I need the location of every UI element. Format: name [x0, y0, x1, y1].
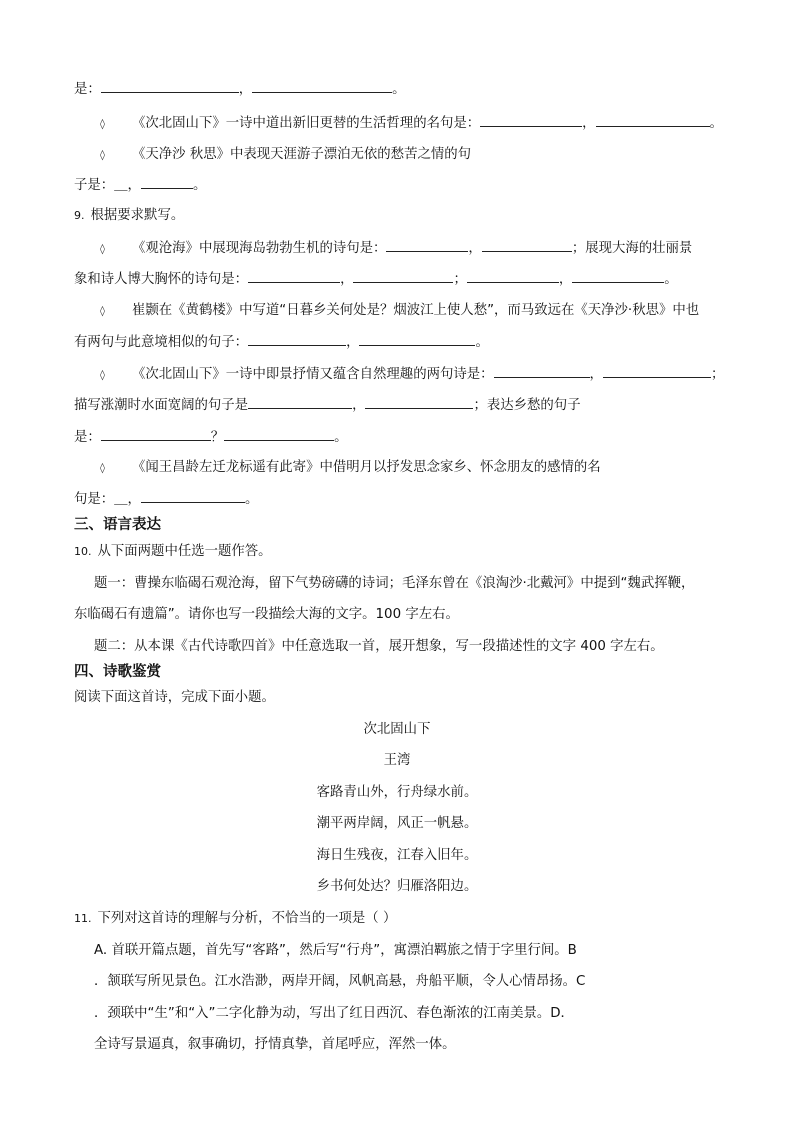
answer-blank[interactable] [480, 114, 582, 127]
line-text: 子是：＿， [74, 178, 141, 193]
fill-line: 象和诗人博大胸怀的诗句是： ， ； ， 。 [74, 272, 678, 287]
choice-line: ．颈联中“生”和“入”二字化静为动，写出了红日西沉、春色渐浓的江南美景。D． [94, 1006, 574, 1021]
line-text: 是： [74, 82, 101, 97]
answer-blank[interactable] [252, 80, 392, 93]
fill-line: ◊ 《观沧海》中展现海岛勃勃生机的诗句是： ， ；展现大海的壮丽景 [100, 239, 692, 259]
answer-blank[interactable] [596, 114, 710, 127]
choice-line: ．颔联写所见景色。江水浩渺，两岸开阔，风帆高悬，舟船平顺，令人心情昂扬。C [94, 974, 586, 989]
poem-title: 次北固山下 [363, 722, 431, 737]
fill-line: ◊ 《次北固山下》一诗中道出新旧更替的生活哲理的名句是： ， 。 [100, 114, 723, 134]
instruction-text: 阅读下面这首诗，完成下面小题。 [74, 690, 275, 705]
answer-blank[interactable] [141, 490, 245, 503]
bullet-icon: ◊ [100, 463, 105, 474]
question-9 [74, 207, 184, 225]
question-text: 根据要求默写。 [90, 208, 185, 223]
answer-blank[interactable] [365, 396, 473, 409]
question-number: 11. [74, 912, 92, 925]
poem-line: 海日生残夜，江春入旧年。 [316, 848, 478, 863]
fill-line: 句是：＿， 。 [74, 492, 259, 507]
poem-line: 乡书何处达？归雁洛阳边。 [316, 879, 478, 894]
answer-blank[interactable] [224, 428, 334, 441]
bullet-icon: ◊ [100, 370, 105, 381]
line-text: 《次北固山下》一诗中道出新旧更替的生活哲理的名句是： [132, 116, 481, 131]
answer-blank[interactable] [353, 270, 453, 283]
bullet-icon: ◊ [100, 306, 105, 317]
answer-blank[interactable] [248, 396, 352, 409]
paragraph-line: 题一：曹操东临碣石观沧海，留下气势磅礴的诗词；毛泽东曾在《浪淘沙·北戴河》中提到“魏武挥鞭， [94, 576, 695, 591]
fill-line: ◊ 崔颢在《黄鹤楼》中写道“日暮乡关何处是？烟波江上使人愁”，而马致远在《天净沙·秋思》中也 [100, 302, 699, 321]
answer-blank[interactable] [467, 270, 559, 283]
fill-line: 子是：＿， 。 [74, 178, 207, 193]
fill-line [100, 146, 471, 165]
answer-blank[interactable] [248, 270, 340, 283]
answer-blank[interactable] [141, 176, 193, 189]
answer-blank[interactable] [603, 365, 711, 378]
poem-author: 王湾 [383, 753, 411, 768]
fill-line: 是： ？ 。 [74, 430, 348, 445]
answer-blank[interactable] [494, 365, 590, 378]
fill-line: 是： ， 。 [74, 82, 406, 97]
question-number: 9. [74, 209, 85, 222]
bullet-icon: ◊ [100, 150, 105, 161]
section-heading: 四、诗歌鉴赏 [74, 664, 161, 680]
choice-line: 全诗写景逼真，叙事确切，抒情真挚，首尾呼应，浑然一体。 [94, 1037, 456, 1052]
answer-blank[interactable] [248, 333, 346, 346]
poem-line: 客路青山外，行舟绿水前。 [316, 785, 478, 800]
poem-line: 潮平两岸阔，风正一帆悬。 [316, 816, 478, 831]
fill-line: 描写涨潮时水面宽阔的句子是 ， ；表达乡愁的句子 [74, 398, 581, 413]
answer-blank[interactable] [101, 428, 211, 441]
choice-line: A. 首联开篇点题，首先写“客路”，然后写“行舟”，寓漂泊羁旅之情于字里行间。B [94, 943, 577, 958]
bullet-icon: ◊ [100, 244, 105, 255]
bullet-icon: ◊ [100, 119, 105, 130]
section-heading: 三、语言表达 [74, 517, 161, 533]
fill-line: 有两句与此意境相似的句子： ， 。 [74, 335, 489, 350]
answer-blank[interactable] [101, 80, 239, 93]
question-10 [74, 543, 272, 561]
question-number: 10. [74, 545, 92, 558]
answer-blank[interactable] [386, 239, 468, 252]
line-text: 《天净沙 秋思》中表现天涯游子漂泊无依的愁苦之情的句 [132, 147, 472, 162]
question-text: 下列对这首诗的理解与分析，不恰当的一项是（ ） [97, 911, 397, 926]
answer-blank[interactable] [482, 239, 572, 252]
answer-blank[interactable] [572, 270, 664, 283]
paragraph-line: 题二：从本课《古代诗歌四首》中任意选取一首，展开想象，写一段描述性的文字 400 字左右。 [94, 639, 664, 654]
fill-line: ◊ 《闻王昌龄左迁龙标遥有此寄》中借明月以抒发思念家乡、怀念朋友的感情的名 [100, 459, 601, 478]
fill-line: ◊ 《次北固山下》一诗中即景抒情又蕴含自然理趣的两句诗是： ， ； [100, 365, 724, 385]
question-11 [74, 910, 396, 928]
answer-blank[interactable] [359, 333, 475, 346]
question-text: 从下面两题中任选一题作答。 [97, 544, 272, 559]
paragraph-line: 东临碣石有遗篇”。请你也写一段描绘大海的文字。100 字左右。 [74, 607, 459, 622]
